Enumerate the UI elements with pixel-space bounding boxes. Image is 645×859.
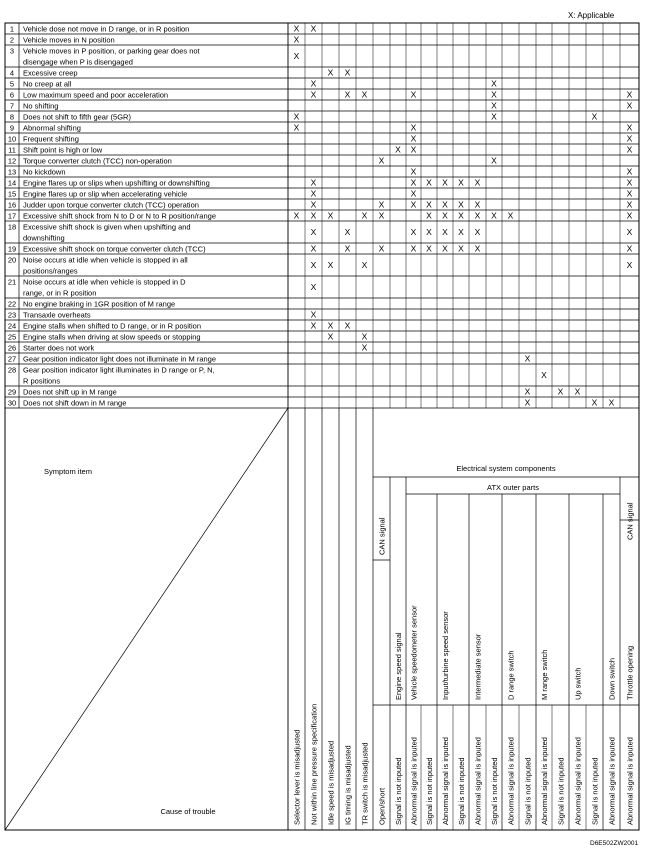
table-row — [10, 90, 633, 100]
applicable-mark: X — [474, 243, 481, 254]
applicable-mark: X — [327, 320, 334, 331]
applicable-mark: X — [426, 227, 432, 237]
row-number: 20 — [7, 255, 17, 265]
applicable-mark: X — [491, 111, 497, 122]
applicable-mark: X — [491, 155, 497, 166]
applicable-mark: X — [378, 155, 385, 166]
applicable-mark: X — [426, 177, 432, 188]
applicable-mark: X — [608, 397, 615, 408]
applicable-mark: X — [426, 243, 432, 254]
applicable-mark: X — [395, 144, 401, 155]
applicable-mark: X — [474, 199, 481, 210]
applicable-mark: X — [410, 227, 417, 237]
applicable-mark: X — [458, 243, 464, 254]
applicable-mark: X — [626, 260, 633, 270]
applicable-mark: X — [361, 89, 368, 100]
applicable-mark: X — [524, 386, 531, 397]
applicable-mark: X — [474, 210, 481, 221]
sensor-group-label: Up switch — [573, 667, 583, 700]
symptom-text: Excessive shift shock is given when upshifting and — [23, 222, 191, 232]
applicable-mark: X — [458, 227, 464, 237]
row-number: 5 — [9, 79, 15, 89]
applicable-mark: X — [426, 199, 432, 210]
row-number: 10 — [7, 134, 17, 144]
table-row — [8, 387, 581, 397]
symptom-text: Transaxle overheats — [23, 310, 91, 320]
legend: X: Applicable — [568, 11, 615, 20]
applicable-mark: X — [361, 260, 368, 270]
row-number: 25 — [7, 332, 17, 342]
symptom-text: Excessive shift shock from N to D or N to R position/range — [23, 211, 216, 221]
table-row — [10, 112, 598, 122]
applicable-mark: X — [327, 260, 334, 270]
signal-condition-label: Signal is not inputed — [457, 757, 466, 825]
applicable-mark: X — [293, 23, 300, 34]
applicable-mark: X — [310, 188, 317, 199]
applicable-mark: X — [310, 243, 317, 254]
table-row — [8, 300, 175, 309]
symptom-text: Does not shift down in M range — [23, 398, 127, 408]
signal-condition-label: Signal is not inputed — [490, 757, 499, 825]
applicable-mark: X — [344, 89, 351, 100]
row-number: 9 — [9, 123, 15, 133]
symptom-text: Noise occurs at idle when vehicle is stopped in D — [23, 277, 186, 287]
applicable-mark: X — [310, 199, 317, 210]
symptom-text: Gear position indicator light does not illuminate in M range — [23, 354, 217, 364]
mechanical-cause-label: Selector lever is misadjusted — [292, 729, 302, 825]
applicable-mark: X — [442, 227, 448, 237]
symptom-text: positions/ranges — [23, 266, 78, 276]
symptom-text: Vehicle moves in N position — [23, 35, 115, 45]
applicable-mark: X — [410, 133, 417, 144]
applicable-mark: X — [293, 122, 300, 133]
row-number: 29 — [7, 387, 17, 397]
table-row — [8, 332, 368, 342]
signal-condition-label: Abnormal signal is inputed — [506, 737, 516, 825]
applicable-mark: X — [378, 210, 385, 221]
applicable-mark: X — [426, 210, 432, 221]
sensor-group-label: CAN signal — [625, 502, 635, 540]
applicable-mark: X — [310, 309, 317, 320]
applicable-mark: X — [310, 177, 317, 188]
mechanical-cause-label: Idle speed is misadjusted — [326, 740, 336, 825]
signal-condition-label: Signal is not inputed — [590, 757, 600, 825]
applicable-mark: X — [344, 320, 351, 331]
sensor-group-label: Vehicle speedometer sensor — [409, 605, 419, 700]
applicable-mark: X — [310, 320, 317, 331]
applicable-mark: X — [626, 100, 633, 111]
applicable-mark: X — [626, 243, 633, 254]
applicable-mark: X — [491, 210, 497, 221]
symptom-text: R positions — [23, 376, 61, 386]
row-number: 16 — [7, 200, 17, 210]
symptom-text: range, or in R position — [23, 288, 97, 298]
symptom-text: Noise occurs at idle when vehicle is stopped in all — [23, 255, 188, 265]
signal-condition-label: Signal is not inputed — [394, 757, 403, 825]
table-row — [10, 68, 351, 78]
applicable-mark: X — [574, 386, 581, 397]
applicable-mark: X — [293, 210, 300, 221]
mechanical-cause-label: TR switch is misadjusted — [360, 742, 370, 825]
table-row — [8, 211, 633, 221]
applicable-mark: X — [626, 89, 633, 100]
symptom-text: Does not shift up in M range — [23, 387, 117, 397]
sensor-group-label: Intermediate sensor — [473, 633, 483, 700]
applicable-mark: X — [626, 177, 633, 188]
applicable-mark: X — [310, 210, 317, 221]
row-number: 15 — [7, 189, 17, 199]
applicable-mark: X — [344, 227, 351, 237]
table-row — [10, 79, 497, 89]
applicable-mark: X — [410, 199, 417, 210]
symptom-text: Excessive creep — [23, 68, 78, 78]
applicable-mark: X — [410, 243, 417, 254]
row-number: 17 — [7, 211, 17, 221]
applicable-mark: X — [310, 89, 317, 100]
applicable-mark: X — [410, 188, 417, 199]
symptom-text: Starter does not work — [23, 343, 95, 353]
applicable-mark: X — [626, 166, 633, 177]
row-number: 6 — [9, 90, 15, 100]
row-number: 26 — [7, 343, 17, 353]
row-number: 7 — [9, 101, 15, 111]
applicable-mark: X — [378, 199, 385, 210]
row-number: 19 — [7, 244, 17, 254]
applicable-mark: X — [310, 23, 317, 34]
applicable-mark: X — [344, 243, 351, 254]
symptom-text: disengage when P is disengaged — [23, 57, 133, 67]
applicable-mark: X — [626, 227, 633, 237]
cause-of-trouble-label: Cause of trouble — [160, 807, 216, 816]
symptom-text: Engine stalls when shifted to D range, or in R position — [23, 321, 202, 331]
table-row — [8, 310, 317, 320]
applicable-mark: X — [344, 67, 351, 78]
sensor-group-label: CAN signal — [377, 517, 387, 555]
applicable-mark: X — [378, 243, 385, 254]
applicable-mark: X — [410, 166, 417, 177]
applicable-mark: X — [410, 122, 417, 133]
symptom-text: Excessive shift shock on torque converter clutch (TCC) — [23, 244, 206, 254]
applicable-mark: X — [458, 210, 464, 221]
sensor-group-label: Input/turbine speed sensor — [441, 611, 450, 700]
symptom-text: No shifting — [23, 101, 59, 111]
applicable-mark: X — [410, 177, 417, 188]
symptom-text: Engine stalls when driving at slow speeds or stopping — [23, 332, 201, 342]
sensor-group-label: D range switch — [506, 650, 516, 700]
signal-condition-label: Abnormal signal is inputed — [607, 737, 617, 825]
symptom-text: No creep at all — [23, 79, 72, 89]
applicable-mark: X — [361, 331, 368, 342]
row-number: 14 — [7, 178, 17, 188]
applicable-mark: X — [361, 342, 368, 353]
table-row — [10, 47, 300, 67]
applicable-mark: X — [310, 227, 317, 237]
mechanical-cause-label: IG timing is misadjusted — [343, 745, 353, 825]
signal-condition-label: Abnormal signal is inputed — [409, 737, 419, 825]
symptom-text: Vehicle moves in P position, or parking gear does not — [23, 46, 200, 56]
table-row — [10, 101, 633, 111]
symptom-text: downshifting — [23, 233, 65, 243]
applicable-mark: X — [327, 67, 334, 78]
applicable-mark: X — [458, 199, 464, 210]
signal-condition-label: Open/short — [377, 787, 387, 825]
applicable-mark: X — [410, 144, 417, 155]
symptom-text: Engine flares up or slip when accelerating vehicle — [23, 189, 188, 199]
row-number: 2 — [9, 35, 15, 45]
row-number: 18 — [7, 222, 17, 232]
symptom-text: Frequent shifting — [23, 134, 79, 144]
symptom-text: No engine braking in 1GR position of M range — [23, 299, 176, 309]
table-row — [8, 366, 547, 386]
applicable-mark: X — [524, 353, 531, 364]
table-row — [8, 134, 633, 144]
row-number: 3 — [9, 46, 15, 56]
table-row — [8, 167, 633, 177]
applicable-mark: X — [293, 51, 300, 61]
symptom-text: Abnormal shifting — [23, 123, 81, 133]
symptom-text: Torque converter clutch (TCC) non-operation — [23, 156, 172, 166]
row-number: 13 — [7, 167, 17, 177]
applicable-mark: X — [541, 370, 547, 380]
mechanical-cause-label: Not within line pressure specification — [309, 703, 319, 825]
table-row — [10, 24, 317, 34]
row-number: 28 — [7, 365, 17, 375]
applicable-mark: X — [491, 78, 497, 89]
row-number: 30 — [7, 398, 17, 408]
symptom-item-label: Symptom item — [44, 467, 92, 476]
sensor-group-label: Throttle opening — [625, 645, 635, 700]
symptom-text: Gear position indicator light illuminates in D range or P, N, — [23, 365, 215, 375]
footer-code: D6E502ZW2001 — [590, 840, 639, 847]
applicable-mark: X — [310, 282, 317, 292]
applicable-mark: X — [442, 210, 448, 221]
row-number: 1 — [9, 24, 15, 34]
atx-outer-parts-label: ATX outer parts — [487, 483, 539, 492]
symptom-text: No kickdown — [23, 167, 66, 177]
table-row — [10, 123, 633, 133]
applicable-mark: X — [310, 260, 317, 270]
sensor-group-label: Engine speed signal — [394, 632, 403, 700]
signal-condition-label: Abnormal signal is inputed — [625, 737, 635, 825]
signal-condition-label: Signal is not inputed — [523, 757, 533, 825]
applicable-mark: X — [442, 177, 448, 188]
applicable-mark: X — [591, 111, 598, 122]
applicable-mark: X — [626, 210, 633, 221]
electrical-group-label: Electrical system components — [456, 464, 556, 473]
applicable-mark: X — [458, 177, 464, 188]
row-number: 22 — [7, 299, 17, 309]
table-row — [8, 244, 633, 254]
applicable-mark: X — [310, 78, 317, 89]
sensor-group-label: Down switch — [607, 657, 617, 700]
table-row — [8, 178, 633, 188]
signal-condition-label: Signal is not inputed — [556, 757, 566, 825]
applicable-mark: X — [626, 122, 633, 133]
applicable-mark: X — [491, 89, 497, 100]
symptom-text: Does not shift to fifth gear (5GR) — [23, 112, 131, 122]
symptom-text: Low maximum speed and poor acceleration — [23, 90, 169, 100]
row-number: 12 — [7, 156, 17, 166]
symptom-text: Vehicle dose not move in D range, or in R position — [23, 24, 190, 34]
applicable-mark: X — [557, 386, 564, 397]
table-row — [8, 343, 368, 353]
applicable-mark: X — [626, 188, 633, 199]
table-row — [8, 200, 633, 210]
row-number: 8 — [9, 112, 15, 122]
table-row — [8, 145, 633, 155]
symptom-text: Engine flares up or slips when upshifting or downshifting — [23, 178, 210, 188]
applicable-mark: X — [442, 199, 448, 210]
applicable-mark: X — [442, 243, 448, 254]
table-row — [8, 354, 531, 364]
row-number: 24 — [7, 321, 17, 331]
row-number: 11 — [8, 145, 16, 155]
applicable-mark: X — [293, 111, 300, 122]
applicable-mark: X — [410, 89, 417, 100]
row-number: 21 — [7, 277, 17, 287]
table-row — [8, 256, 633, 276]
applicable-mark: X — [327, 331, 334, 342]
applicable-mark: X — [524, 397, 531, 408]
symptom-text: Shift point is high or low — [23, 145, 103, 155]
table-row — [8, 398, 615, 408]
applicable-mark: X — [626, 199, 633, 210]
applicable-mark: X — [474, 177, 481, 188]
signal-condition-label: Abnormal signal is inputed — [573, 737, 583, 825]
table-row — [8, 223, 633, 243]
applicable-mark: X — [361, 210, 368, 221]
table-row — [10, 35, 300, 45]
applicable-mark: X — [507, 210, 514, 221]
signal-condition-label: Abnormal signal is inputed — [441, 737, 450, 825]
row-number: 4 — [9, 68, 15, 78]
applicable-mark: X — [327, 210, 334, 221]
table-row — [8, 156, 497, 166]
applicable-mark: X — [474, 227, 481, 237]
row-number: 27 — [7, 354, 17, 364]
signal-condition-label: Abnormal signal is inputed — [540, 737, 549, 825]
sensor-group-label: M range switch — [540, 649, 549, 700]
applicable-mark: X — [626, 144, 633, 155]
applicable-mark: X — [293, 34, 300, 45]
row-number: 23 — [7, 310, 17, 320]
symptom-text: Judder upon torque converter clutch (TCC) operation — [23, 200, 199, 210]
table-row — [8, 278, 317, 298]
table-row — [8, 189, 633, 199]
signal-condition-label: Abnormal signal is inputed — [473, 737, 483, 825]
table-row — [8, 321, 351, 331]
applicable-mark: X — [591, 397, 598, 408]
signal-condition-label: Signal is not inputed — [425, 757, 434, 825]
applicable-mark: X — [491, 100, 497, 111]
applicable-mark: X — [626, 133, 633, 144]
